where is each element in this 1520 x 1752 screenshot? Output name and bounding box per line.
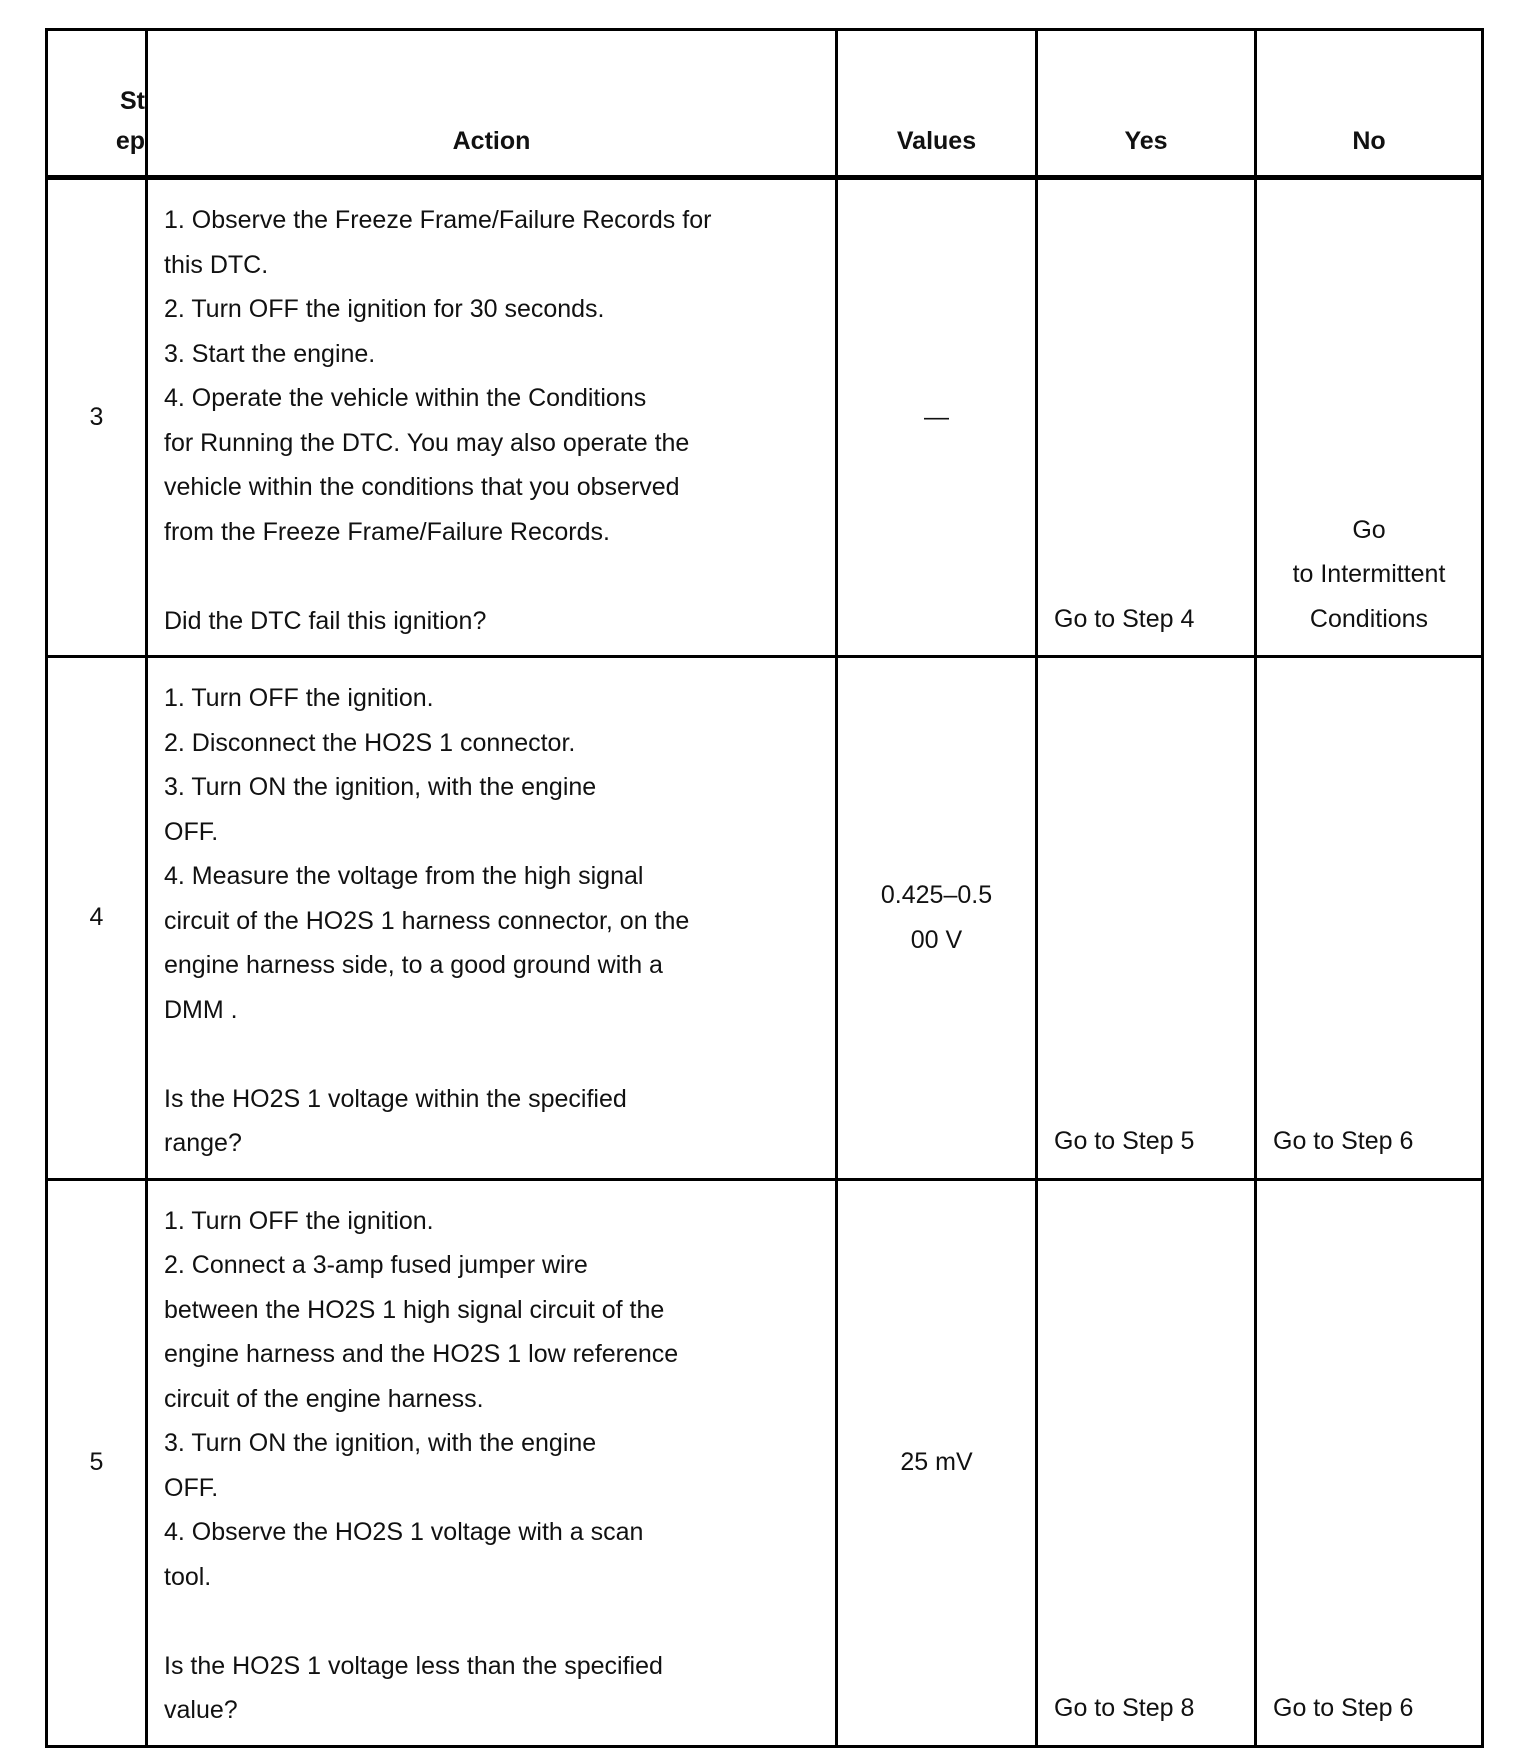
header-action [147,30,837,178]
action-line: 2. Connect a 3-amp fused jumper wire [164,1251,588,1279]
action-question: range? [164,1129,242,1157]
value-line: 0.425–0.5 [880,880,993,909]
action-cell [147,657,837,1180]
step-number: 5 [47,1179,147,1746]
action-cell [147,1179,837,1746]
header-no [1256,30,1483,178]
action-line: 3. Turn ON the ignition, with the engine [164,773,597,801]
action-line: DMM . [164,995,238,1024]
action-cell [147,178,837,657]
action-line: engine harness side, to a good ground with a [164,951,663,979]
no-cell: Go to Step 6 [1256,1179,1483,1746]
action-line: 1. Turn OFF the ignition. [164,1206,434,1235]
action-line: 1. Observe the Freeze Frame/Failure Records for [164,206,712,234]
yes-cell: Go to Step 8 [1037,1179,1256,1746]
action-line: vehicle within the conditions that you observed [164,473,680,501]
action-question: Is the HO2S 1 voltage less than the specified [164,1651,663,1680]
value-cell: 25 mV [837,1179,1037,1746]
header-values [837,30,1037,178]
action-line: circuit of the engine harness. [164,1384,484,1413]
value-cell: — [837,178,1037,657]
action-line: 2. Turn OFF the ignition for 30 seconds. [164,295,605,323]
action-line: for Running the DTC. You may also operate the [164,428,690,457]
spacer [164,554,815,599]
step-number: 4 [47,657,147,1180]
header-no-label: No [1352,127,1386,155]
action-question: Did the DTC fail this ignition? [164,606,487,635]
action-line: tool. [164,1562,212,1591]
no-line: Conditions [1309,604,1429,633]
header-row [47,30,1483,178]
table-row [47,657,1483,1180]
table-row [47,178,1483,657]
header-step-line1: St [120,87,145,115]
no-line: to Intermittent [1292,560,1446,588]
action-line: OFF. [164,817,219,846]
header-yes-label: Yes [1124,127,1168,155]
step-number: 3 [47,178,147,657]
action-question: Is the HO2S 1 voltage within the specified [164,1084,627,1113]
action-line: this DTC. [164,250,269,279]
action-line: from the Freeze Frame/Failure Records. [164,517,610,546]
action-line: 1. Turn OFF the ignition. [164,684,434,712]
action-line: 3. Start the engine. [164,339,376,368]
diagnostic-table [45,28,1484,1748]
no-cell: Go to Step 6 [1256,657,1483,1180]
action-line: between the HO2S 1 high signal circuit of the [164,1295,665,1324]
action-line: engine harness and the HO2S 1 low reference [164,1340,679,1368]
action-line: OFF. [164,1473,219,1502]
action-line: 2. Disconnect the HO2S 1 connector. [164,728,576,757]
action-line: 4. Operate the vehicle within the Conditions [164,384,647,412]
value-cell [837,657,1037,1180]
yes-cell: Go to Step 4 [1037,178,1256,657]
no-cell [1256,178,1483,657]
spacer [164,1032,815,1077]
header-step-line2: ep [115,127,145,155]
header-action-label: Action [452,127,531,155]
header-values-label: Values [896,127,977,155]
action-line: circuit of the HO2S 1 harness connector, on the [164,906,690,935]
action-question: value? [164,1696,238,1724]
action-line: 3. Turn ON the ignition, with the engine [164,1429,597,1457]
value-line: 00 V [910,925,963,954]
header-yes [1037,30,1256,178]
header-step [47,30,147,178]
no-line: Go [1352,515,1386,544]
yes-cell: Go to Step 5 [1037,657,1256,1180]
action-line: 4. Measure the voltage from the high signal [164,862,644,890]
action-line: 4. Observe the HO2S 1 voltage with a scan [164,1518,644,1546]
table-row [47,1179,1483,1746]
spacer [164,1599,815,1644]
